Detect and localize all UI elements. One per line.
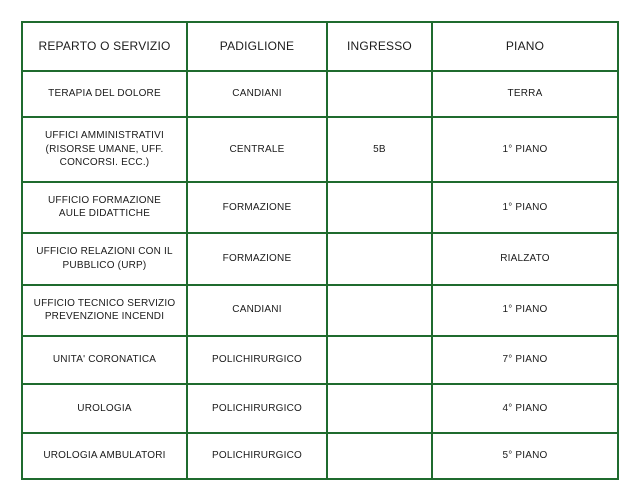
cell-piano: 7° PIANO — [432, 336, 618, 384]
cell-piano: 1° PIANO — [432, 285, 618, 336]
cell-ingresso — [327, 182, 432, 233]
cell-reparto: UFFICIO FORMAZIONE AULE DIDATTICHE — [22, 182, 187, 233]
cell-piano: 1° PIANO — [432, 182, 618, 233]
cell-ingresso — [327, 336, 432, 384]
table-row — [22, 285, 618, 336]
cell-piano: 1° PIANO — [432, 117, 618, 181]
cell-piano: RIALZATO — [432, 233, 618, 284]
cell-piano: 4° PIANO — [432, 384, 618, 432]
table-row — [22, 71, 618, 117]
cell-piano: TERRA — [432, 71, 618, 117]
cell-padiglione: POLICHIRURGICO — [187, 336, 327, 384]
department-directory-table — [21, 21, 619, 480]
header-padiglione: PADIGLIONE — [187, 22, 327, 71]
header-row — [22, 22, 618, 71]
cell-ingresso — [327, 285, 432, 336]
table-row — [22, 182, 618, 233]
cell-reparto: UROLOGIA — [22, 384, 187, 432]
table-body — [22, 71, 618, 479]
table-row — [22, 336, 618, 384]
header-ingresso: INGRESSO — [327, 22, 432, 71]
cell-reparto: TERAPIA DEL DOLORE — [22, 71, 187, 117]
cell-padiglione: CENTRALE — [187, 117, 327, 181]
cell-padiglione: FORMAZIONE — [187, 233, 327, 284]
cell-reparto: UROLOGIA AMBULATORI — [22, 433, 187, 479]
cell-reparto: UFFICIO RELAZIONI CON IL PUBBLICO (URP) — [22, 233, 187, 284]
cell-piano: 5° PIANO — [432, 433, 618, 479]
table-row — [22, 384, 618, 432]
table-row — [22, 117, 618, 181]
cell-ingresso — [327, 71, 432, 117]
cell-reparto: UNITA' CORONATICA — [22, 336, 187, 384]
table-header — [22, 22, 618, 71]
cell-ingresso — [327, 233, 432, 284]
cell-padiglione: FORMAZIONE — [187, 182, 327, 233]
cell-reparto: UFFICI AMMINISTRATIVI (RISORSE UMANE, UFF. CONCORSI. ECC.) — [22, 117, 187, 181]
table-row — [22, 233, 618, 284]
cell-padiglione: CANDIANI — [187, 285, 327, 336]
header-reparto: REPARTO O SERVIZIO — [22, 22, 187, 71]
header-piano: PIANO — [432, 22, 618, 71]
cell-padiglione: CANDIANI — [187, 71, 327, 117]
table-row — [22, 433, 618, 479]
cell-ingresso — [327, 433, 432, 479]
cell-reparto: UFFICIO TECNICO SERVIZIO PREVENZIONE INCENDI — [22, 285, 187, 336]
cell-padiglione: POLICHIRURGICO — [187, 433, 327, 479]
cell-padiglione: POLICHIRURGICO — [187, 384, 327, 432]
cell-ingresso — [327, 384, 432, 432]
cell-ingresso: 5B — [327, 117, 432, 181]
